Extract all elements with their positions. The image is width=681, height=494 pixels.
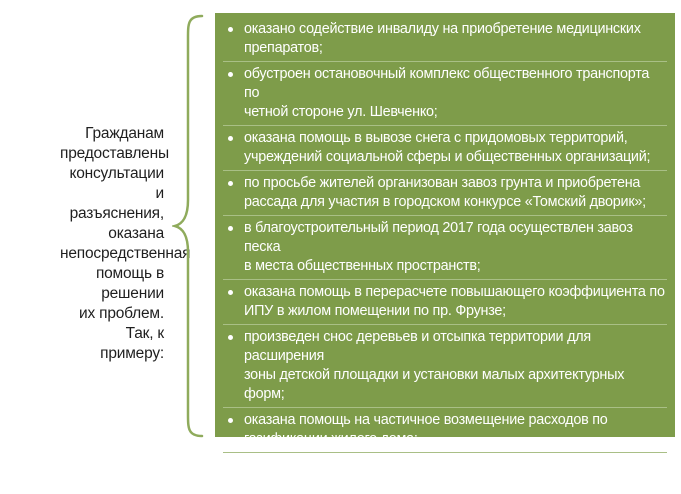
bullet-icon — [228, 136, 233, 141]
divider — [223, 170, 667, 171]
bullet-icon — [228, 226, 233, 231]
list-item-line: компакт-диска томской поэтессы. — [244, 476, 461, 492]
intro-line: примеру: — [100, 345, 164, 362]
divider — [223, 324, 667, 325]
list-item-line: в места общественных пространств; — [244, 258, 481, 274]
intro-line: непосредственная — [60, 245, 191, 262]
list-item-line: учреждений социальной сферы и общественных организаций; — [244, 149, 651, 165]
achievements-panel — [215, 13, 675, 492]
bullet-icon — [228, 335, 233, 340]
intro-line: Гражданам — [85, 125, 164, 142]
list-item-line: обустроен остановочный комплекс общественного транспорта по — [244, 66, 650, 101]
list-item — [227, 20, 667, 58]
list-item — [227, 283, 667, 321]
list-item-line: четной стороне ул. Шевченко; — [244, 104, 438, 120]
intro-line: оказана — [108, 225, 164, 242]
divider — [223, 279, 667, 280]
list-item-line: в благоустроительный период 2017 года осуществлен завоз песка — [244, 220, 633, 255]
bullet-icon — [228, 27, 233, 32]
list-item — [227, 411, 667, 449]
bullet-icon — [228, 72, 233, 77]
curly-brace-icon — [172, 14, 212, 438]
intro-line: разъяснения, — [69, 205, 164, 222]
intro-line: консультации и — [69, 165, 164, 202]
list-item-line: произведен снос деревьев и отсыпка территории для расширения — [244, 329, 591, 364]
list-item-line: газификации жилого дома; — [244, 431, 418, 447]
list-item-line: препаратов; — [244, 40, 323, 56]
intro-line: их проблем. Так, к — [79, 305, 164, 342]
list-item-line: оказана помощь на частичное возмещение расходов по — [244, 412, 608, 428]
list-item — [227, 328, 667, 404]
bullet-icon — [228, 290, 233, 295]
bullet-icon — [228, 418, 233, 423]
divider — [223, 61, 667, 62]
divider — [223, 407, 667, 408]
list-item-line: зоны детской площадки и установки малых архитектурных форм; — [244, 367, 625, 402]
list-item — [227, 456, 667, 494]
list-item-line: ИПУ в жилом помещении по пр. Фрунзе; — [244, 303, 506, 319]
bullet-icon — [228, 463, 233, 468]
intro-line: помощь в решении — [95, 265, 164, 302]
intro-line: предоставлены — [60, 145, 169, 162]
intro-text — [60, 124, 191, 364]
list-item-line: оказана помощь в перерасчете повышающего коэффициента по — [244, 284, 665, 300]
divider — [223, 215, 667, 216]
list-item-line: оказана материальная помощь на издание сборника стихов и — [244, 457, 645, 473]
divider — [223, 452, 667, 453]
list-item — [227, 129, 667, 167]
list-item-line: рассада для участия в городском конкурсе «Томский дворик»; — [244, 194, 646, 210]
list-item-line: оказано содействие инвалиду на приобретение медицинских — [244, 21, 641, 37]
list-item — [227, 65, 667, 122]
list-item-line: оказана помощь в вывозе снега с придомовых территорий, — [244, 130, 628, 146]
list-item-line: по просьбе жителей организован завоз грунта и приобретена — [244, 175, 641, 191]
list-item — [227, 219, 667, 276]
bullet-icon — [228, 181, 233, 186]
divider — [223, 125, 667, 126]
list-item — [227, 174, 667, 212]
